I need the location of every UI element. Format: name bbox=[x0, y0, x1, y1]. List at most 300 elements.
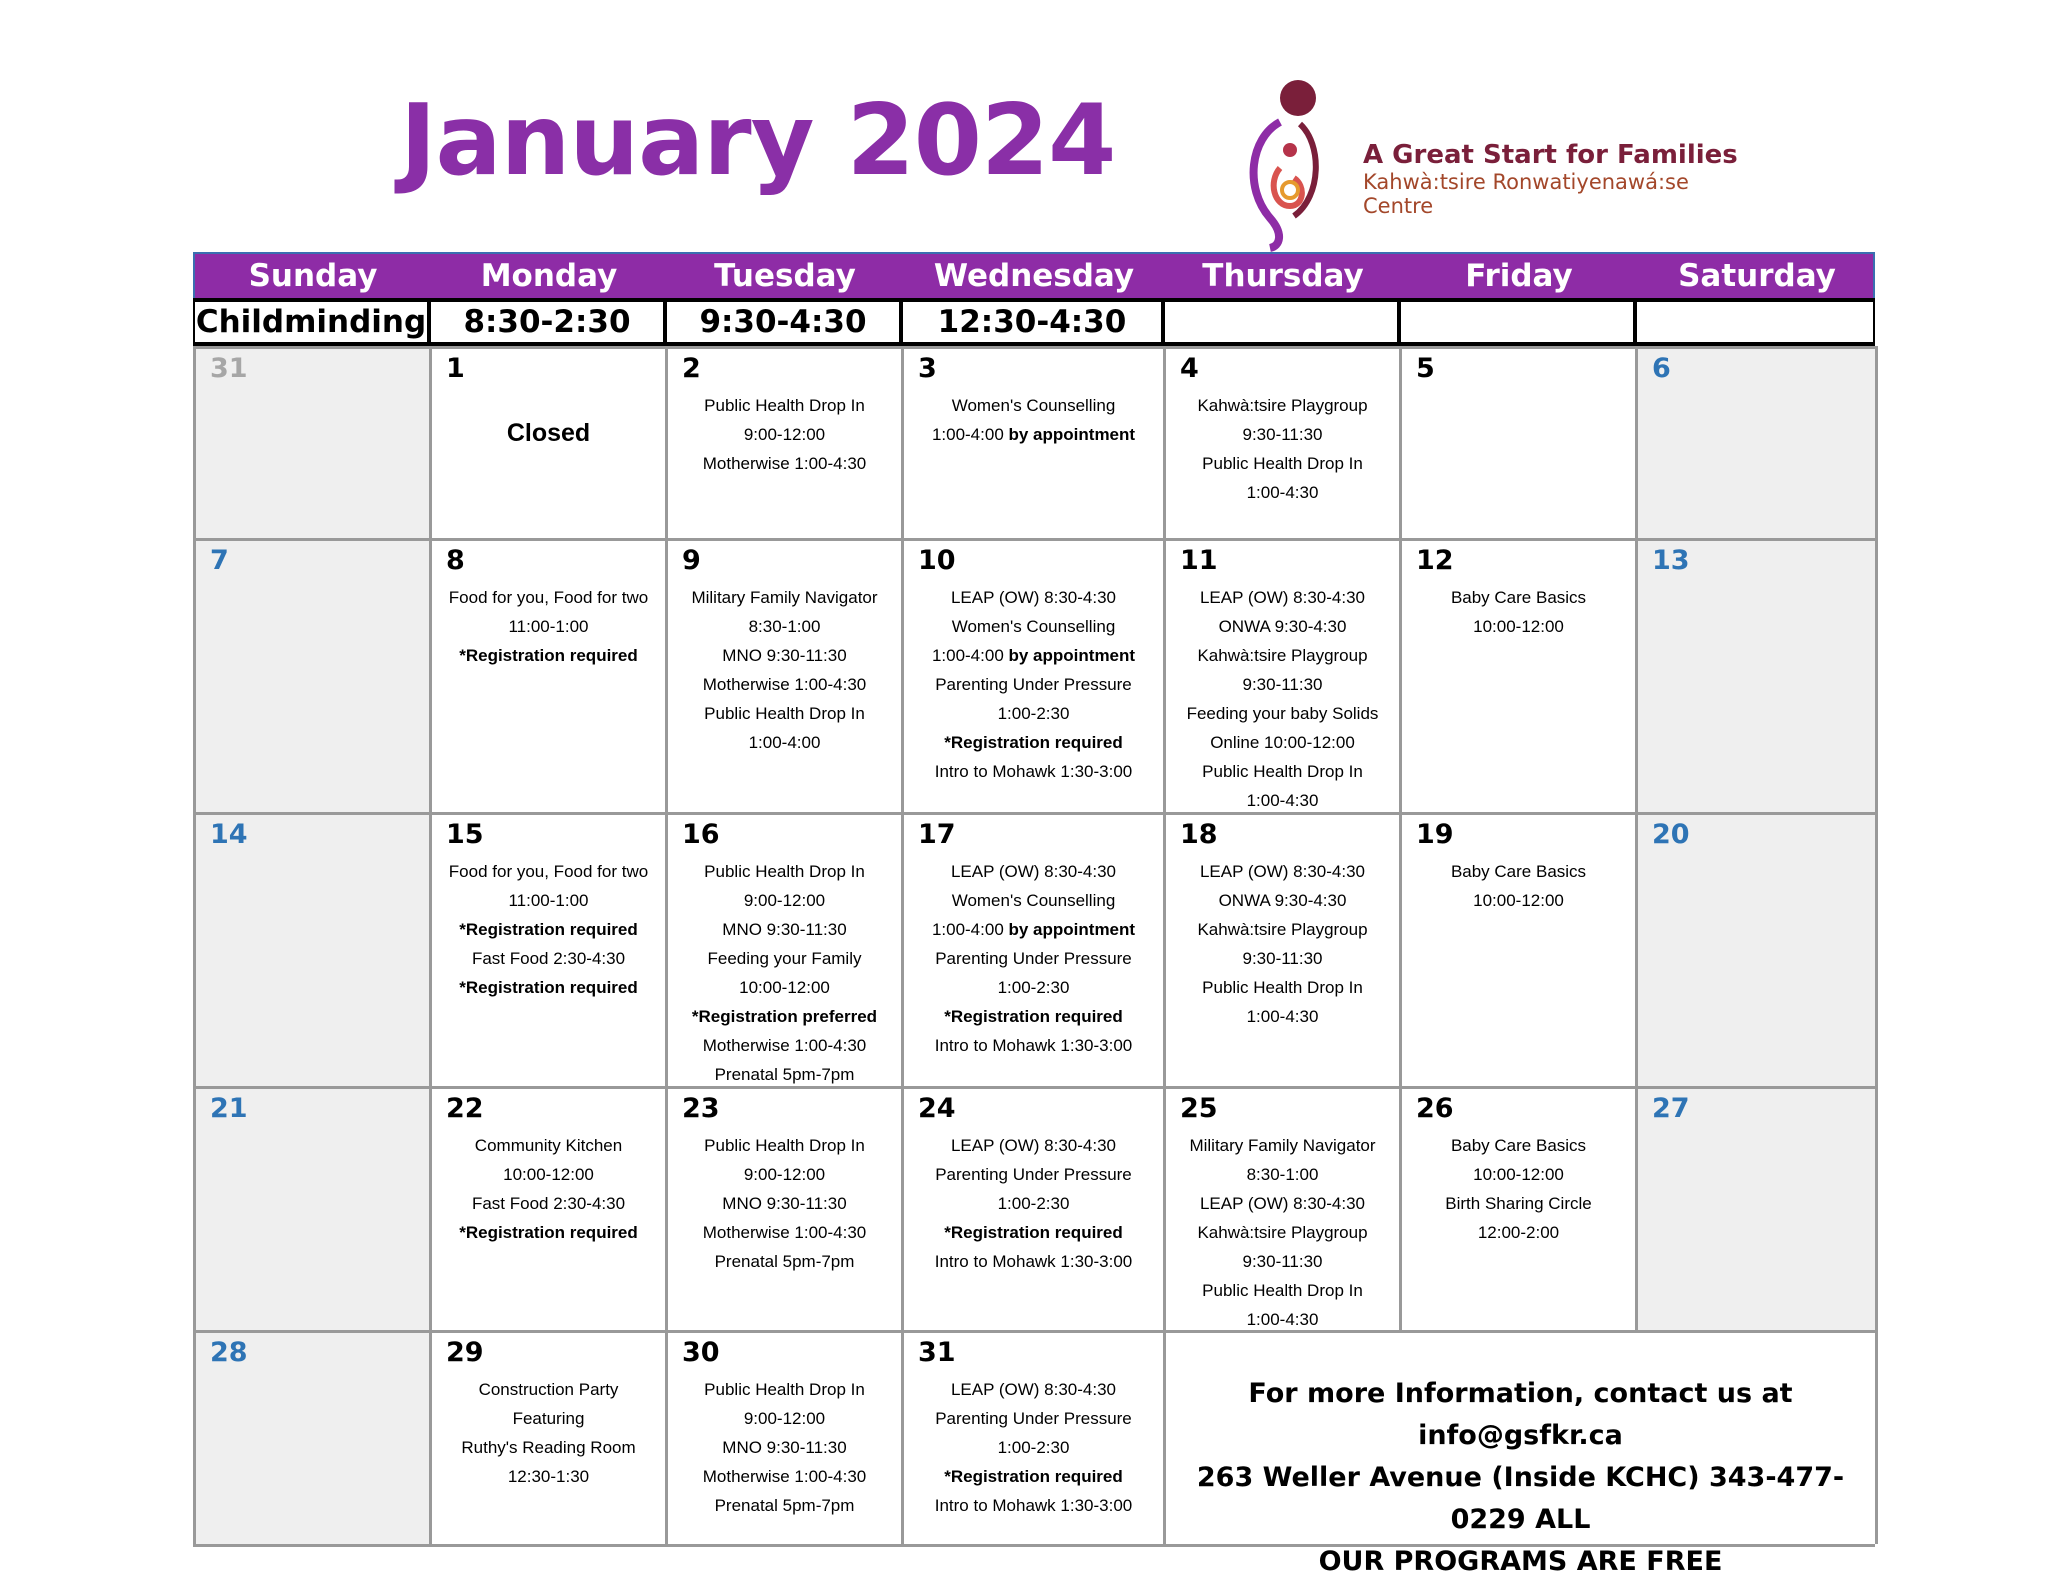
event-line bbox=[668, 1189, 901, 1218]
event-text: Featuring bbox=[512, 1409, 585, 1428]
event-text: LEAP (OW) 8:30-4:30 bbox=[1199, 588, 1366, 607]
organization-logo bbox=[1240, 78, 1332, 248]
event-text: 1:00-4:00 bbox=[748, 733, 821, 752]
day-number: 13 bbox=[1652, 545, 1690, 576]
event-text: 9:30-11:30 bbox=[1242, 1252, 1323, 1271]
day-number: 9 bbox=[682, 545, 701, 576]
event-line bbox=[1402, 1189, 1635, 1218]
event-line bbox=[668, 1031, 901, 1060]
calendar-grid bbox=[193, 346, 1875, 1577]
event-line bbox=[432, 1131, 665, 1160]
event-line bbox=[904, 1131, 1163, 1160]
event-line bbox=[668, 1462, 901, 1491]
event-line bbox=[904, 915, 1163, 944]
event-list bbox=[1166, 1131, 1399, 1334]
event-text: 9:30-11:30 bbox=[1242, 425, 1323, 444]
day-number: 26 bbox=[1416, 1093, 1454, 1124]
day-number: 19 bbox=[1416, 819, 1454, 850]
day-number: 16 bbox=[682, 819, 720, 850]
event-line bbox=[432, 1218, 665, 1247]
day-number: 14 bbox=[210, 819, 248, 850]
event-line bbox=[904, 757, 1163, 786]
day-cell bbox=[904, 538, 1166, 812]
day-number: 31 bbox=[210, 353, 248, 384]
day-number: 25 bbox=[1180, 1093, 1218, 1124]
event-list bbox=[1166, 391, 1399, 507]
event-line bbox=[904, 973, 1163, 1002]
day-number: 15 bbox=[446, 819, 484, 850]
event-line bbox=[432, 612, 665, 641]
day-cell bbox=[668, 538, 904, 812]
event-line bbox=[668, 1131, 901, 1160]
event-line bbox=[668, 1433, 901, 1462]
event-line bbox=[1166, 1002, 1399, 1031]
event-list bbox=[904, 1375, 1163, 1520]
day-number: 21 bbox=[210, 1093, 248, 1124]
event-line bbox=[1402, 1131, 1635, 1160]
event-line bbox=[904, 641, 1163, 670]
event-line bbox=[432, 973, 665, 1002]
event-text: LEAP (OW) 8:30-4:30 bbox=[950, 588, 1117, 607]
calendar bbox=[193, 252, 1875, 1577]
event-line bbox=[432, 1404, 665, 1433]
event-line bbox=[1166, 699, 1399, 728]
event-text: Military Family Navigator bbox=[1189, 1136, 1376, 1155]
event-note: *Registration required bbox=[944, 1467, 1123, 1486]
weekday-thursday: Thursday bbox=[1202, 258, 1364, 294]
day-cell bbox=[196, 812, 432, 1086]
event-text: 1:00-2:30 bbox=[997, 1194, 1070, 1213]
event-text: 10:00-12:00 bbox=[503, 1165, 594, 1184]
day-number: 20 bbox=[1652, 819, 1690, 850]
day-number: 27 bbox=[1652, 1093, 1690, 1124]
event-line bbox=[1166, 857, 1399, 886]
event-text: 1:00-4:00 bbox=[931, 646, 1009, 665]
organization-name bbox=[1363, 140, 1738, 218]
event-line bbox=[1166, 915, 1399, 944]
event-text: 1:00-4:00 bbox=[931, 425, 1009, 444]
day-cell bbox=[904, 346, 1166, 538]
event-text: Public Health Drop In bbox=[704, 396, 865, 415]
event-text: 11:00-1:00 bbox=[508, 891, 589, 910]
event-list bbox=[432, 1131, 665, 1247]
day-cell bbox=[1402, 538, 1638, 812]
event-text: Kahwà:tsire Playgroup bbox=[1197, 1223, 1368, 1242]
event-line bbox=[1166, 641, 1399, 670]
event-text: Public Health Drop In bbox=[704, 704, 865, 723]
event-text: Prenatal 5pm-7pm bbox=[714, 1496, 855, 1515]
event-text: 9:00-12:00 bbox=[743, 1165, 826, 1184]
event-text: Public Health Drop In bbox=[704, 1380, 865, 1399]
day-cell bbox=[196, 1330, 432, 1544]
event-text: MNO 9:30-11:30 bbox=[722, 1194, 847, 1213]
event-line bbox=[668, 1491, 901, 1520]
event-text: 9:30-11:30 bbox=[1242, 949, 1323, 968]
event-text: Fast Food 2:30-4:30 bbox=[471, 1194, 626, 1213]
event-text: 1:00-2:30 bbox=[997, 978, 1070, 997]
event-line bbox=[904, 612, 1163, 641]
event-text: Feeding your Family bbox=[707, 949, 862, 968]
event-line bbox=[1166, 1276, 1399, 1305]
childminding-thursday bbox=[1163, 298, 1399, 346]
day-cell bbox=[904, 812, 1166, 1086]
event-line bbox=[1166, 886, 1399, 915]
weekday-sunday: Sunday bbox=[248, 258, 378, 294]
event-text: LEAP (OW) 8:30-4:30 bbox=[950, 862, 1117, 881]
day-cell bbox=[432, 812, 668, 1086]
closed-label: Closed bbox=[506, 419, 591, 447]
event-line bbox=[668, 612, 901, 641]
day-cell bbox=[1638, 346, 1878, 538]
event-text: 10:00-12:00 bbox=[739, 978, 830, 997]
event-line bbox=[904, 670, 1163, 699]
event-line bbox=[668, 973, 901, 1002]
event-line bbox=[904, 1189, 1163, 1218]
event-line bbox=[1166, 1247, 1399, 1276]
event-line bbox=[904, 1247, 1163, 1276]
event-text: Parenting Under Pressure bbox=[935, 675, 1132, 694]
event-line bbox=[904, 1491, 1163, 1520]
event-text: Online 10:00-12:00 bbox=[1210, 733, 1355, 752]
event-line bbox=[432, 1433, 665, 1462]
day-number: 23 bbox=[682, 1093, 720, 1124]
childminding-monday: 8:30-2:30 bbox=[429, 298, 665, 346]
day-cell bbox=[432, 538, 668, 812]
childminding-row bbox=[193, 298, 1875, 346]
event-line bbox=[904, 1218, 1163, 1247]
event-list bbox=[432, 857, 665, 1002]
event-list bbox=[904, 1131, 1163, 1276]
event-line bbox=[904, 944, 1163, 973]
day-cell bbox=[668, 812, 904, 1086]
event-line bbox=[1166, 391, 1399, 420]
weekday-tuesday: Tuesday bbox=[714, 258, 856, 294]
event-text: 9:00-12:00 bbox=[743, 891, 826, 910]
weekday-friday: Friday bbox=[1465, 258, 1573, 294]
event-list bbox=[1402, 583, 1635, 641]
day-number: 10 bbox=[918, 545, 956, 576]
contact-info-line1: For more Information, contact us at info@gsfkr.ca bbox=[1248, 1378, 1793, 1451]
day-cell bbox=[196, 1086, 432, 1330]
event-text: Public Health Drop In bbox=[1202, 454, 1363, 473]
event-line bbox=[668, 1160, 901, 1189]
event-text: LEAP (OW) 8:30-4:30 bbox=[1199, 1194, 1366, 1213]
event-line bbox=[432, 944, 665, 973]
childminding-label: Childminding bbox=[193, 298, 429, 346]
event-list bbox=[904, 857, 1163, 1060]
event-note: *Registration required bbox=[944, 1223, 1123, 1242]
day-cell bbox=[1402, 812, 1638, 1086]
event-text: Women's Counselling bbox=[951, 891, 1116, 910]
event-text: Public Health Drop In bbox=[1202, 762, 1363, 781]
event-line bbox=[432, 1160, 665, 1189]
event-text: Public Health Drop In bbox=[1202, 1281, 1363, 1300]
event-line bbox=[1166, 728, 1399, 757]
event-note: *Registration required bbox=[944, 733, 1123, 752]
event-text: Public Health Drop In bbox=[1202, 978, 1363, 997]
event-text: Community Kitchen bbox=[474, 1136, 623, 1155]
event-text: Food for you, Food for two bbox=[448, 862, 649, 881]
event-line bbox=[904, 1160, 1163, 1189]
event-text: Parenting Under Pressure bbox=[935, 949, 1132, 968]
event-list bbox=[668, 857, 901, 1089]
event-text: 9:00-12:00 bbox=[743, 1409, 826, 1428]
event-line bbox=[668, 1002, 901, 1031]
day-number: 18 bbox=[1180, 819, 1218, 850]
event-text: Birth Sharing Circle bbox=[1445, 1194, 1592, 1213]
event-line bbox=[668, 1247, 901, 1276]
event-line bbox=[668, 1218, 901, 1247]
event-line bbox=[1166, 478, 1399, 507]
event-list bbox=[668, 1131, 901, 1276]
event-line bbox=[1166, 670, 1399, 699]
contact-info-line2: 263 Weller Avenue (Inside KCHC) 343-477-0229 ALL bbox=[1196, 1462, 1845, 1535]
event-note: *Registration required bbox=[944, 1007, 1123, 1026]
event-list bbox=[904, 583, 1163, 786]
day-cell bbox=[1166, 812, 1402, 1086]
event-text: Parenting Under Pressure bbox=[935, 1409, 1132, 1428]
event-line bbox=[432, 886, 665, 915]
event-text: ONWA 9:30-4:30 bbox=[1218, 891, 1347, 910]
day-number: 22 bbox=[446, 1093, 484, 1124]
day-cell bbox=[904, 1330, 1166, 1544]
day-cell bbox=[1166, 538, 1402, 812]
event-line bbox=[668, 641, 901, 670]
event-line bbox=[668, 1375, 901, 1404]
event-line bbox=[904, 728, 1163, 757]
event-line bbox=[1166, 1189, 1399, 1218]
event-line bbox=[904, 1462, 1163, 1491]
event-line bbox=[668, 944, 901, 973]
event-line bbox=[904, 886, 1163, 915]
event-text: Motherwise 1:00-4:30 bbox=[702, 1036, 867, 1055]
event-line bbox=[904, 420, 1163, 449]
day-number: 28 bbox=[210, 1337, 248, 1368]
day-cell bbox=[432, 1330, 668, 1544]
event-line bbox=[1166, 449, 1399, 478]
event-text: 10:00-12:00 bbox=[1473, 617, 1564, 636]
event-text: ONWA 9:30-4:30 bbox=[1218, 617, 1347, 636]
event-text: Motherwise 1:00-4:30 bbox=[702, 1467, 867, 1486]
event-list bbox=[668, 583, 901, 757]
event-text: Intro to Mohawk 1:30-3:00 bbox=[934, 1036, 1133, 1055]
event-text: Baby Care Basics bbox=[1450, 862, 1587, 881]
event-text: Food for you, Food for two bbox=[448, 588, 649, 607]
event-text: Baby Care Basics bbox=[1450, 1136, 1587, 1155]
event-list bbox=[1402, 1131, 1635, 1247]
day-number: 11 bbox=[1180, 545, 1218, 576]
weekday-header bbox=[193, 252, 1875, 298]
event-note: *Registration required bbox=[459, 1223, 638, 1242]
day-cell bbox=[1638, 1086, 1878, 1330]
event-text: MNO 9:30-11:30 bbox=[722, 1438, 847, 1457]
day-cell bbox=[432, 1086, 668, 1330]
event-line bbox=[1402, 1218, 1635, 1247]
event-text: Intro to Mohawk 1:30-3:00 bbox=[934, 1496, 1133, 1515]
event-line bbox=[904, 583, 1163, 612]
event-line bbox=[668, 886, 901, 915]
event-list bbox=[904, 391, 1163, 449]
day-cell bbox=[668, 1330, 904, 1544]
event-list bbox=[1402, 857, 1635, 915]
event-line bbox=[432, 857, 665, 886]
event-text: 1:00-4:00 bbox=[931, 920, 1009, 939]
event-line bbox=[1166, 1131, 1399, 1160]
event-line bbox=[668, 1404, 901, 1433]
event-text: 1:00-2:30 bbox=[997, 704, 1070, 723]
event-line bbox=[904, 857, 1163, 886]
event-text: 12:00-2:00 bbox=[1477, 1223, 1560, 1242]
day-cell bbox=[668, 1086, 904, 1330]
childminding-tuesday: 9:30-4:30 bbox=[665, 298, 901, 346]
event-text: LEAP (OW) 8:30-4:30 bbox=[1199, 862, 1366, 881]
day-number: 7 bbox=[210, 545, 229, 576]
event-list bbox=[668, 391, 901, 478]
event-text: 12:30-1:30 bbox=[507, 1467, 590, 1486]
event-text: Public Health Drop In bbox=[704, 862, 865, 881]
day-number: 1 bbox=[446, 353, 465, 384]
event-text: 8:30-1:00 bbox=[1246, 1165, 1319, 1184]
event-line bbox=[668, 449, 901, 478]
event-line bbox=[1402, 886, 1635, 915]
event-line bbox=[432, 1462, 665, 1491]
event-text: Baby Care Basics bbox=[1450, 588, 1587, 607]
event-line bbox=[1166, 583, 1399, 612]
day-number: 3 bbox=[918, 353, 937, 384]
event-text: 9:30-11:30 bbox=[1242, 675, 1323, 694]
org-line-1: A Great Start for Families bbox=[1363, 140, 1738, 170]
event-line bbox=[432, 1189, 665, 1218]
event-line bbox=[668, 670, 901, 699]
event-line bbox=[668, 857, 901, 886]
weekday-wednesday: Wednesday bbox=[933, 258, 1135, 294]
event-text: 10:00-12:00 bbox=[1473, 891, 1564, 910]
event-line bbox=[1166, 1160, 1399, 1189]
event-list bbox=[432, 1375, 665, 1491]
event-text: 1:00-2:30 bbox=[997, 1438, 1070, 1457]
event-text: 10:00-12:00 bbox=[1473, 1165, 1564, 1184]
event-line bbox=[668, 1060, 901, 1089]
day-number: 30 bbox=[682, 1337, 720, 1368]
event-text: LEAP (OW) 8:30-4:30 bbox=[950, 1380, 1117, 1399]
page-title: January 2024 bbox=[400, 84, 1116, 198]
event-text: Women's Counselling bbox=[951, 617, 1116, 636]
day-number: 2 bbox=[682, 353, 701, 384]
day-cell bbox=[1638, 812, 1878, 1086]
event-line bbox=[668, 420, 901, 449]
event-line bbox=[904, 699, 1163, 728]
day-cell bbox=[196, 346, 432, 538]
event-list bbox=[432, 583, 665, 670]
event-line bbox=[668, 728, 901, 757]
event-line bbox=[904, 1433, 1163, 1462]
event-text: MNO 9:30-11:30 bbox=[722, 920, 847, 939]
event-list bbox=[668, 1375, 901, 1520]
childminding-wednesday: 12:30-4:30 bbox=[901, 298, 1163, 346]
event-text: Parenting Under Pressure bbox=[935, 1165, 1132, 1184]
day-cell bbox=[1402, 1086, 1638, 1330]
event-text: Women's Counselling bbox=[951, 396, 1116, 415]
event-line bbox=[904, 391, 1163, 420]
event-note: by appointment bbox=[1008, 920, 1136, 939]
event-line bbox=[1166, 786, 1399, 815]
event-line bbox=[904, 1404, 1163, 1433]
event-line bbox=[904, 1002, 1163, 1031]
event-text: 1:00-4:30 bbox=[1246, 483, 1319, 502]
event-line bbox=[1166, 1218, 1399, 1247]
day-number: 4 bbox=[1180, 353, 1199, 384]
event-line bbox=[668, 583, 901, 612]
day-number: 31 bbox=[918, 1337, 956, 1368]
day-number: 29 bbox=[446, 1337, 484, 1368]
contact-info-box bbox=[1166, 1330, 1878, 1577]
day-number: 6 bbox=[1652, 353, 1671, 384]
day-cell bbox=[668, 346, 904, 538]
event-line bbox=[432, 1375, 665, 1404]
day-cell bbox=[432, 346, 668, 538]
event-text: Prenatal 5pm-7pm bbox=[714, 1065, 855, 1084]
event-note: *Registration required bbox=[459, 646, 638, 665]
event-text: Military Family Navigator bbox=[691, 588, 878, 607]
event-line bbox=[1166, 944, 1399, 973]
event-line bbox=[1402, 583, 1635, 612]
event-line bbox=[904, 1375, 1163, 1404]
event-line bbox=[432, 641, 665, 670]
event-text: Motherwise 1:00-4:30 bbox=[702, 1223, 867, 1242]
event-text: Kahwà:tsire Playgroup bbox=[1197, 396, 1368, 415]
org-line-2: Kahwà:tsire Ronwatiyenawá:se bbox=[1363, 170, 1689, 194]
event-line bbox=[1166, 612, 1399, 641]
event-text: Intro to Mohawk 1:30-3:00 bbox=[934, 1252, 1133, 1271]
event-line bbox=[668, 391, 901, 420]
event-note: by appointment bbox=[1008, 646, 1136, 665]
event-text: 9:00-12:00 bbox=[743, 425, 826, 444]
weekday-saturday: Saturday bbox=[1678, 258, 1836, 294]
event-text: Public Health Drop In bbox=[704, 1136, 865, 1155]
event-text: Ruthy's Reading Room bbox=[461, 1438, 636, 1457]
event-line bbox=[432, 915, 665, 944]
event-text: Intro to Mohawk 1:30-3:00 bbox=[934, 762, 1133, 781]
event-text: LEAP (OW) 8:30-4:30 bbox=[950, 1136, 1117, 1155]
weekday-monday: Monday bbox=[480, 258, 618, 294]
event-line bbox=[1402, 612, 1635, 641]
event-line bbox=[1166, 420, 1399, 449]
event-text: 1:00-4:30 bbox=[1246, 1007, 1319, 1026]
event-line bbox=[1166, 973, 1399, 1002]
event-line bbox=[668, 699, 901, 728]
event-note: *Registration required bbox=[459, 978, 638, 997]
event-list bbox=[1166, 583, 1399, 815]
event-text: Feeding your baby Solids bbox=[1186, 704, 1379, 723]
event-line bbox=[668, 915, 901, 944]
event-text: 1:00-4:30 bbox=[1246, 1310, 1319, 1329]
day-cell bbox=[1166, 1086, 1402, 1330]
event-text: 8:30-1:00 bbox=[748, 617, 821, 636]
event-text: 11:00-1:00 bbox=[508, 617, 589, 636]
event-line bbox=[1166, 757, 1399, 786]
day-cell bbox=[196, 538, 432, 812]
event-text: Prenatal 5pm-7pm bbox=[714, 1252, 855, 1271]
event-line bbox=[904, 1031, 1163, 1060]
day-number: 17 bbox=[918, 819, 956, 850]
event-text: MNO 9:30-11:30 bbox=[722, 646, 847, 665]
event-note: by appointment bbox=[1008, 425, 1136, 444]
day-number: 8 bbox=[446, 545, 465, 576]
event-text: Fast Food 2:30-4:30 bbox=[471, 949, 626, 968]
event-text: 1:00-4:30 bbox=[1246, 791, 1319, 810]
event-note: *Registration required bbox=[459, 920, 638, 939]
day-cell bbox=[1638, 538, 1878, 812]
